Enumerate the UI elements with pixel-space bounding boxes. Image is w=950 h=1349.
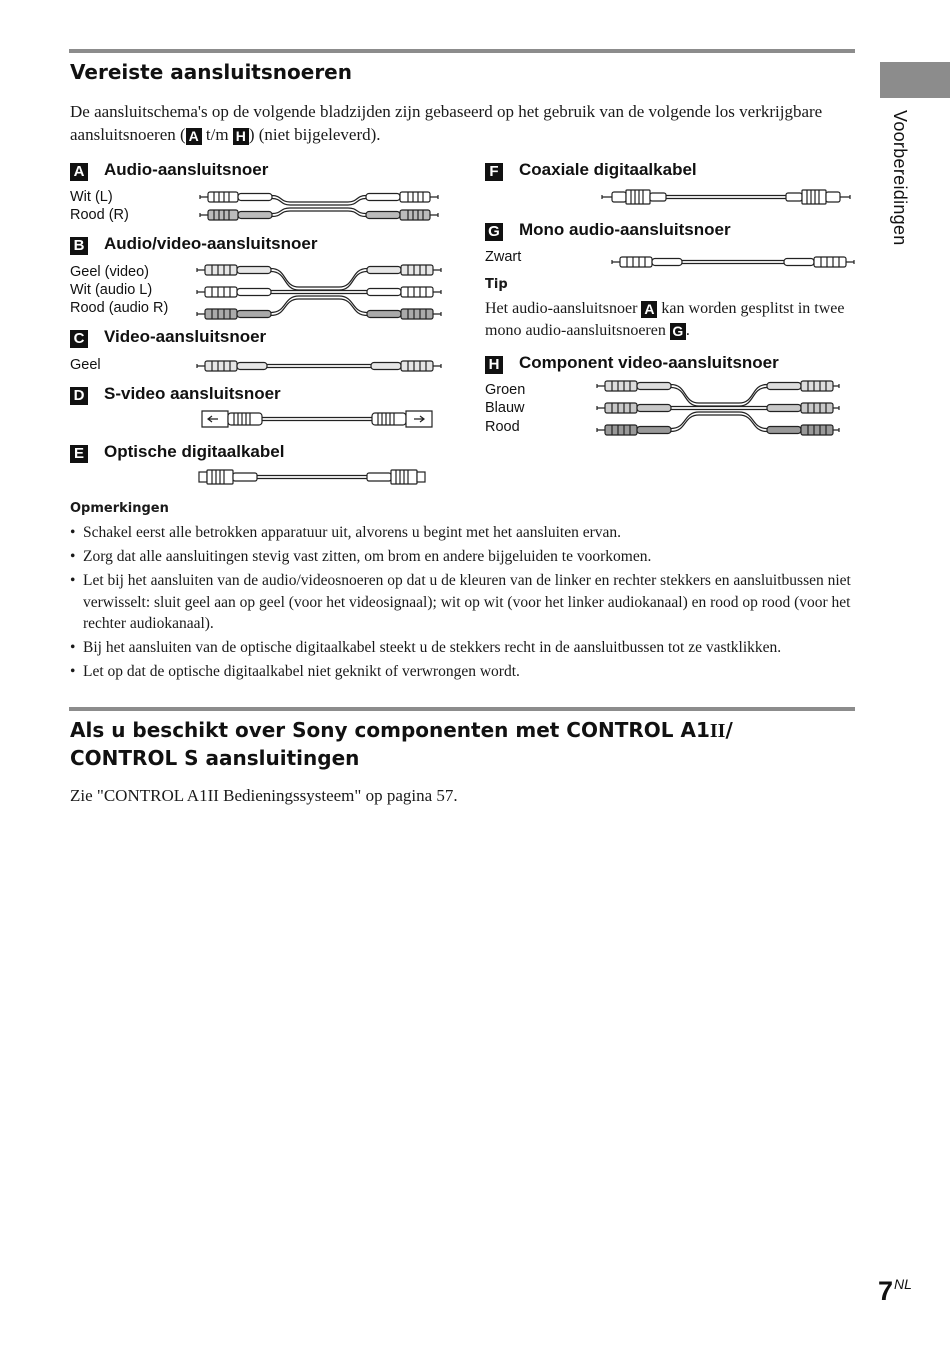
cable-b-diagram [195, 260, 445, 320]
cable-c-diagram [195, 356, 445, 376]
cable-e-title [70, 442, 284, 463]
note-item: • Zorg dat alle aansluitingen stevig vast zitten, om brom en andere bijgeluiden te voorkomen. [70, 546, 860, 568]
cable-a-diagram [198, 188, 448, 228]
cable-c-badge: C [70, 330, 88, 348]
cable-b-label-yellow: Geel (video) [70, 264, 149, 280]
cable-c-title-text: Video-aansluitsnoer [104, 327, 267, 346]
cable-d-title [70, 384, 281, 405]
cable-a-title [70, 160, 268, 181]
section2-title-line2: CONTROL S aansluitingen [70, 746, 360, 770]
notes-heading: Opmerkingen [70, 501, 169, 516]
section-rule-control [69, 707, 855, 711]
section2-title-slash: / [725, 718, 733, 742]
notes-list [70, 522, 860, 685]
cable-f-title [485, 160, 697, 181]
section2-title-line1: Als u beschikt over Sony componenten met CONTROL A1 [70, 718, 710, 742]
cable-c-title [70, 327, 266, 348]
tip-text-2: kan worden gesplitst in twee mono audio-aansluitsnoeren [485, 300, 845, 339]
cable-d-diagram [200, 408, 440, 430]
cable-f-title-text: Coaxiale digitaalkabel [519, 160, 697, 179]
intro-text-3: ) (niet bijgeleverd). [248, 125, 381, 144]
tip-badge-a: A [641, 301, 657, 318]
cable-g-badge: G [485, 223, 503, 241]
page-number [878, 1276, 912, 1307]
section-title-control [70, 717, 733, 772]
cable-h-label-red: Rood [485, 419, 520, 435]
cable-a-title-text: Audio-aansluitsnoer [104, 160, 269, 179]
side-tab-marker [880, 62, 950, 98]
tip-badge-g: G [670, 323, 686, 340]
tip-text-1: Het audio-aansluitsnoer [485, 300, 642, 317]
rca-plug-left-red [200, 210, 272, 220]
cable-h-diagram [595, 376, 845, 436]
cable-a-badge: A [70, 163, 88, 181]
note-item: • Schakel eerst alle betrokken apparatuur uit, alvorens u begint met het aansluiten ervan. [70, 522, 860, 544]
section-rule-top [69, 49, 855, 53]
cable-g-diagram [610, 252, 860, 272]
intro-text-1: De aansluitschema's op de volgende bladzijden zijn gebaseerd op het gebruik van de volgende los verkrijgbare aansluitsnoeren ( [70, 102, 823, 144]
cable-d-badge: D [70, 387, 88, 405]
cable-b-label-white: Wit (audio L) [70, 282, 153, 298]
note-item: • Let bij het aansluiten van de audio/videosnoeren op dat u de kleuren van de linker en rechter stekkers en aansluitbussen niet verwisselt: sluit geel aan op geel (voor het videosignaal); wit op wit (voor het linker audiokanaal) en rood op rood (voor het rechter audiokanaal). [70, 570, 860, 635]
cable-b-title-text: Audio/video-aansluitsnoer [104, 234, 318, 253]
cable-e-title-text: Optische digitaalkabel [104, 442, 285, 461]
rca-plug-right-red [366, 210, 438, 220]
cable-b-label-red: Rood (audio R) [70, 300, 169, 316]
intro-badge-h: H [233, 128, 249, 145]
cable-d-title-text: S-video aansluitsnoer [104, 384, 281, 403]
intro-text-2: t/m [201, 125, 233, 144]
cable-e-badge: E [70, 445, 88, 463]
section2-text: Zie "CONTROL A1II Bedieningssysteem" op pagina 57. [70, 786, 458, 805]
page-number-suffix: NL [894, 1276, 912, 1292]
cable-a-label-white: Wit (L) [70, 189, 113, 205]
cable-a-label-red: Rood (R) [70, 207, 129, 223]
tip-text [485, 298, 855, 342]
cable-h-title-text: Component video-aansluitsnoer [519, 353, 779, 372]
rca-plug-left-white [200, 192, 272, 202]
cable-e-diagram [197, 467, 437, 487]
intro-paragraph [70, 100, 850, 146]
cable-h-title [485, 353, 779, 374]
cable-f-diagram [600, 187, 860, 207]
cable-g-title-text: Mono audio-aansluitsnoer [519, 220, 731, 239]
note-item: • Bij het aansluiten van de optische digitaalkabel steekt u de stekkers recht in de aansluitbussen tot ze vastklikken. [70, 637, 860, 659]
cable-h-label-green: Groen [485, 382, 526, 398]
cable-b-badge: B [70, 237, 88, 255]
cable-b-title [70, 234, 317, 255]
side-tab-text: Voorbereidingen [890, 110, 910, 246]
section2-title-roman: II [709, 720, 726, 742]
cable-h-badge: H [485, 356, 503, 374]
cable-g-label-black: Zwart [485, 249, 522, 265]
rca-plug-right-white [366, 192, 438, 202]
cable-f-badge: F [485, 163, 503, 181]
intro-badge-a: A [186, 128, 202, 145]
page-number-value: 7 [878, 1276, 894, 1306]
cable-g-title [485, 220, 731, 241]
tip-text-3: . [685, 322, 690, 339]
tip-heading: Tip [485, 277, 508, 292]
section-title-cables: Vereiste aansluitsnoeren [70, 60, 352, 84]
note-item: • Let op dat de optische digitaalkabel niet geknikt of verwrongen wordt. [70, 661, 860, 683]
cable-c-label-yellow: Geel [70, 357, 101, 373]
cable-h-label-blue: Blauw [485, 400, 525, 416]
